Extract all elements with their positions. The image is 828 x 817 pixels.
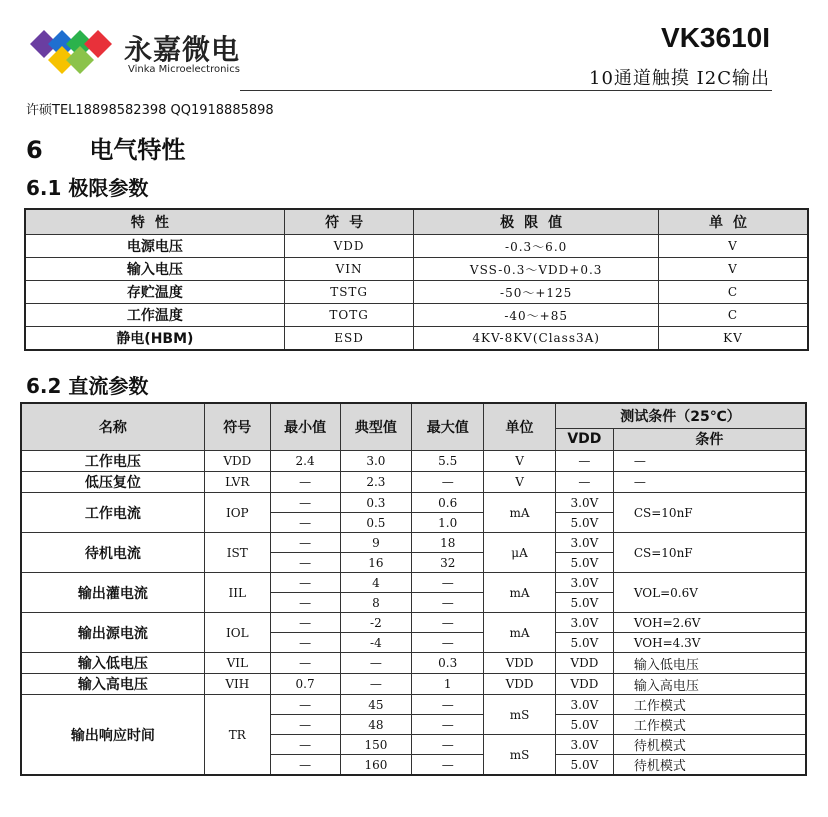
col-header: 单位: [658, 209, 808, 235]
param-max: —: [412, 593, 484, 613]
param-unit: V: [658, 235, 808, 258]
param-typ: 150: [340, 735, 412, 755]
param-min: —: [270, 493, 340, 513]
table-row: [21, 653, 806, 674]
param-unit: mS: [484, 695, 556, 735]
col-header: 最大值: [412, 403, 484, 451]
param-min: —: [270, 735, 340, 755]
param-max: —: [412, 472, 484, 493]
param-max: —: [412, 613, 484, 633]
param-typ: 4: [340, 573, 412, 593]
param-max: 5.5: [412, 451, 484, 472]
param-symbol: VIL: [204, 653, 270, 674]
param-unit: mA: [484, 493, 556, 533]
param-min: —: [270, 533, 340, 553]
table-row: [21, 674, 806, 695]
param-name: 输出灌电流: [21, 573, 204, 613]
param-cond: 待机模式: [613, 755, 806, 776]
param-symbol: VIN: [284, 258, 414, 281]
param-max: —: [412, 573, 484, 593]
param-typ: 0.3: [340, 493, 412, 513]
param-min: —: [270, 653, 340, 674]
param-unit: C: [658, 281, 808, 304]
param-cond: VOH=2.6V: [613, 613, 806, 633]
table-row: [25, 327, 808, 351]
param-value: -50～+125: [414, 281, 658, 304]
param-name: 输出源电流: [21, 613, 204, 653]
table-header-row: [25, 209, 808, 235]
logo-cn-text: 永嘉微电: [124, 33, 241, 66]
param-name: 工作电流: [21, 493, 204, 533]
param-typ: 48: [340, 715, 412, 735]
doc-subtitle: 10通道触摸 I2C输出: [589, 68, 770, 89]
param-symbol: ESD: [284, 327, 414, 351]
param-min: 0.7: [270, 674, 340, 695]
param-unit: VDD: [484, 653, 556, 674]
param-min: —: [270, 633, 340, 653]
table-row: [21, 472, 806, 493]
col-header: 测试条件（25℃）: [555, 403, 806, 428]
param-name: 输入高电压: [21, 674, 204, 695]
param-typ: 8: [340, 593, 412, 613]
col-header: 单位: [484, 403, 556, 451]
param-cond: CS=10nF: [613, 533, 806, 573]
param-typ: —: [340, 674, 412, 695]
param-min: —: [270, 573, 340, 593]
param-unit: mA: [484, 613, 556, 653]
param-symbol: IOL: [204, 613, 270, 653]
param-min: —: [270, 755, 340, 776]
param-min: —: [270, 472, 340, 493]
param-name: 工作温度: [25, 304, 284, 327]
param-min: 2.4: [270, 451, 340, 472]
param-min: —: [270, 553, 340, 573]
table-row: [21, 533, 806, 553]
param-vdd: 5.0V: [555, 593, 613, 613]
param-unit: V: [658, 258, 808, 281]
param-vdd: 5.0V: [555, 553, 613, 573]
param-max: 0.6: [412, 493, 484, 513]
param-cond: 工作模式: [613, 695, 806, 715]
param-cond: 输入高电压: [613, 674, 806, 695]
section-number: 6: [26, 136, 43, 164]
dc-title: 6.2 直流参数: [26, 374, 149, 398]
table-row: [21, 695, 806, 715]
param-symbol: TR: [204, 695, 270, 776]
param-min: —: [270, 715, 340, 735]
param-name: 待机电流: [21, 533, 204, 573]
param-max: 1: [412, 674, 484, 695]
param-name: 电源电压: [25, 235, 284, 258]
param-symbol: VIH: [204, 674, 270, 695]
vinka-logo: [28, 26, 248, 78]
param-name: 工作电压: [21, 451, 204, 472]
param-cond: 待机模式: [613, 735, 806, 755]
col-header: 条件: [613, 428, 806, 450]
param-vdd: 3.0V: [555, 493, 613, 513]
param-name: 低压复位: [21, 472, 204, 493]
param-typ: 2.3: [340, 472, 412, 493]
param-vdd: VDD: [555, 653, 613, 674]
param-min: —: [270, 593, 340, 613]
param-max: 1.0: [412, 513, 484, 533]
col-header: 符号: [284, 209, 414, 235]
param-typ: -4: [340, 633, 412, 653]
table-row: [25, 235, 808, 258]
table-row: [25, 281, 808, 304]
param-cond: VOL=0.6V: [613, 573, 806, 613]
table-row: [25, 258, 808, 281]
col-header: 名称: [21, 403, 204, 451]
param-cond: —: [613, 451, 806, 472]
param-min: —: [270, 613, 340, 633]
col-header: 符号: [204, 403, 270, 451]
param-typ: 3.0: [340, 451, 412, 472]
param-vdd: 5.0V: [555, 513, 613, 533]
param-symbol: LVR: [204, 472, 270, 493]
param-name: 输入低电压: [21, 653, 204, 674]
param-vdd: 5.0V: [555, 633, 613, 653]
param-max: —: [412, 715, 484, 735]
dc-table: [20, 402, 807, 776]
contact-line: 许硕TEL18898582398 QQ1918885898: [26, 103, 274, 118]
limits-table: [24, 208, 809, 351]
param-typ: —: [340, 653, 412, 674]
param-vdd: 5.0V: [555, 755, 613, 776]
param-min: —: [270, 695, 340, 715]
table-header-row: [21, 403, 806, 428]
param-symbol: IOP: [204, 493, 270, 533]
param-max: —: [412, 695, 484, 715]
param-typ: -2: [340, 613, 412, 633]
param-name: 静电(HBM): [25, 327, 284, 351]
limits-title: 6.1 极限参数: [26, 176, 149, 200]
param-max: 18: [412, 533, 484, 553]
param-unit: mA: [484, 573, 556, 613]
header-divider: [240, 90, 772, 91]
param-max: 0.3: [412, 653, 484, 674]
table-row: [21, 613, 806, 633]
col-header: VDD: [555, 428, 613, 450]
param-typ: 16: [340, 553, 412, 573]
param-vdd: 3.0V: [555, 735, 613, 755]
logo-diamonds-icon: [28, 26, 124, 78]
table-row: [21, 573, 806, 593]
param-value: VSS-0.3～VDD+0.3: [414, 258, 658, 281]
param-vdd: VDD: [555, 674, 613, 695]
param-vdd: —: [555, 451, 613, 472]
param-symbol: TOTG: [284, 304, 414, 327]
param-max: —: [412, 755, 484, 776]
param-cond: CS=10nF: [613, 493, 806, 533]
param-typ: 0.5: [340, 513, 412, 533]
col-header: 典型值: [340, 403, 412, 451]
section-name: 电气特性: [89, 136, 186, 164]
param-min: —: [270, 513, 340, 533]
param-name: 输出响应时间: [21, 695, 204, 776]
param-symbol: VDD: [204, 451, 270, 472]
param-value: -40～+85: [414, 304, 658, 327]
param-vdd: 3.0V: [555, 533, 613, 553]
param-unit: KV: [658, 327, 808, 351]
param-symbol: IST: [204, 533, 270, 573]
param-name: 输入电压: [25, 258, 284, 281]
param-unit: mS: [484, 735, 556, 776]
param-vdd: 3.0V: [555, 613, 613, 633]
param-unit: V: [484, 472, 556, 493]
table-row: [21, 451, 806, 472]
param-max: —: [412, 633, 484, 653]
param-vdd: —: [555, 472, 613, 493]
param-cond: —: [613, 472, 806, 493]
param-symbol: VDD: [284, 235, 414, 258]
logo-en-text: Vinka Microelectronics: [128, 64, 240, 75]
param-vdd: 5.0V: [555, 715, 613, 735]
param-symbol: IIL: [204, 573, 270, 613]
param-cond: 工作模式: [613, 715, 806, 735]
param-unit: V: [484, 451, 556, 472]
table-row: [21, 493, 806, 513]
col-header: 极限值: [414, 209, 658, 235]
param-unit: μA: [484, 533, 556, 573]
param-vdd: 3.0V: [555, 695, 613, 715]
param-unit: VDD: [484, 674, 556, 695]
param-max: 32: [412, 553, 484, 573]
col-header: 特性: [25, 209, 284, 235]
doc-model: VK3610I: [661, 22, 770, 53]
param-max: —: [412, 735, 484, 755]
param-cond: 输入低电压: [613, 653, 806, 674]
param-typ: 160: [340, 755, 412, 776]
param-value: -0.3～6.0: [414, 235, 658, 258]
table-row: [25, 304, 808, 327]
param-vdd: 3.0V: [555, 573, 613, 593]
param-name: 存贮温度: [25, 281, 284, 304]
param-typ: 9: [340, 533, 412, 553]
param-symbol: TSTG: [284, 281, 414, 304]
section-title: [26, 130, 185, 165]
param-typ: 45: [340, 695, 412, 715]
param-cond: VOH=4.3V: [613, 633, 806, 653]
param-value: 4KV-8KV(Class3A): [414, 327, 658, 351]
param-unit: C: [658, 304, 808, 327]
col-header: 最小值: [270, 403, 340, 451]
